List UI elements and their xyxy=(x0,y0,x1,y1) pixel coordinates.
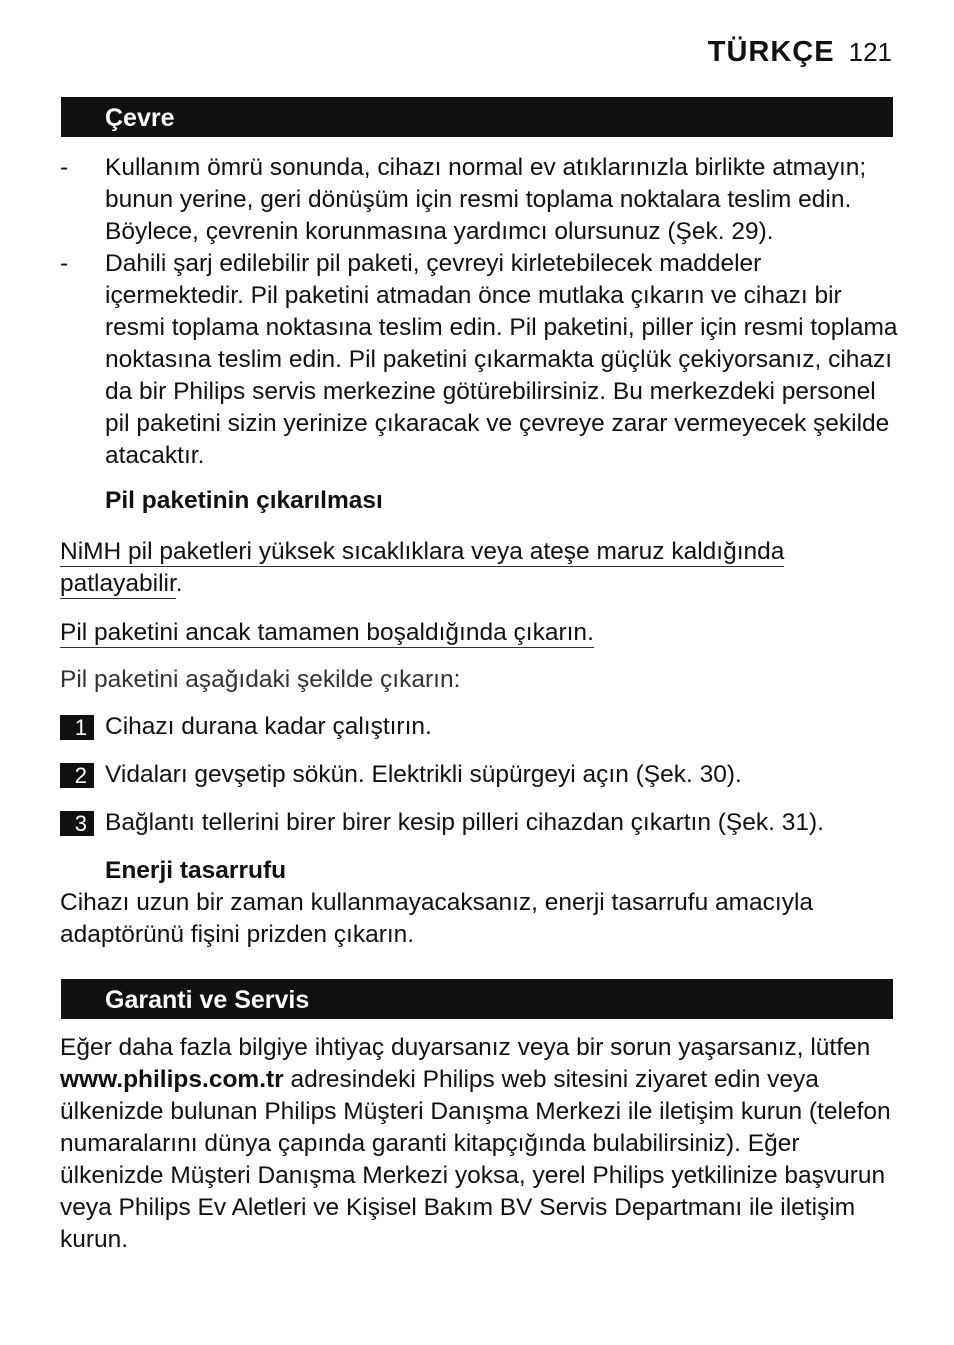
step-number: 2 xyxy=(60,763,94,788)
step-2 xyxy=(60,761,742,789)
warranty-body xyxy=(60,1064,898,1256)
warning-line-1: NiMH pil paketleri yüksek sıcaklıklara veya ateşe maruz kaldığında xyxy=(60,538,785,565)
step-1 xyxy=(60,713,432,741)
section-header-environment: Çevre xyxy=(61,97,893,137)
step-text: Vidaları gevşetip sökün. Elektrikli süpürgeyi açın (Şek. 30). xyxy=(105,761,742,788)
warning-discharge: Pil paketini ancak tamamen boşaldığında çıkarın. xyxy=(60,619,594,646)
environment-bullets xyxy=(60,152,900,472)
subheading-battery-removal: Pil paketinin çıkarılması xyxy=(105,487,383,514)
language-title: TÜRKÇE xyxy=(707,36,835,68)
warning-line-2: patlayabilir xyxy=(60,570,176,597)
step-number: 1 xyxy=(60,715,94,740)
section-header-warranty: Garanti ve Servis xyxy=(61,979,893,1019)
energy-paragraph xyxy=(60,887,900,951)
bullet-dash: - xyxy=(60,154,69,181)
page-number: 121 xyxy=(848,37,892,67)
step-3 xyxy=(60,809,824,837)
bullet-item xyxy=(60,152,900,248)
step-text: Bağlantı tellerini birer birer kesip pilleri cihazdan çıkartın (Şek. 31). xyxy=(105,809,824,836)
energy-line-1: Cihazı uzun bir zaman kullanmayacaksanız, enerji tasarrufu amacıyla xyxy=(60,889,814,916)
removal-intro: Pil paketini aşağıdaki şekilde çıkarın: xyxy=(60,666,461,693)
step-number: 3 xyxy=(60,811,94,836)
energy-line-2: adaptörünü fişini prizden çıkarın. xyxy=(60,921,415,948)
philips-website-link[interactable]: www.philips.com.tr xyxy=(60,1066,284,1093)
step-text: Cihazı durana kadar çalıştırın. xyxy=(105,713,432,740)
warranty-paragraph xyxy=(60,1032,898,1256)
bullet-text: Kullanım ömrü sonunda, cihazı normal ev atıklarınızla birlikte atmayın; bunun yerine, geri dönüşüm için resmi toplama noktalara teslim edin. Böylece, çevrenin korunmasına yardımcı olursunuz (Şek. 29). xyxy=(105,154,867,245)
bullet-text: Dahili şarj edilebilir pil paketi, çevreyi kirletebilecek maddeler içermektedir. Pil paketini atmadan önce mutlaka çıkarın ve cihazı bir resmi toplama noktasına teslim edin. Pil paketini, piller için resmi toplama noktasına teslim edin. Pil paketini çıkarmakta güçlük çekiyorsanız, cihazı da bir Philips servis merkezine götürebilirsiniz. Bu merkezdeki personel pil paketini sizin yerinize çıkaracak ve çevreye zarar vermeyecek şekilde atacaktır. xyxy=(105,250,898,469)
warranty-first-line: Eğer daha fazla bilgiye ihtiyaç duyarsanız veya bir sorun yaşarsanız, lütfen xyxy=(60,1034,871,1061)
warning-explosion: NiMH pil paketleri yüksek sıcaklıklara veya ateşe maruz kaldığında patlayabilir. xyxy=(60,538,785,597)
warning-text: Pil paketini ancak tamamen boşaldığında çıkarın xyxy=(60,619,588,646)
page-header xyxy=(708,36,892,69)
bullet-dash: - xyxy=(60,250,69,277)
warranty-rest-text: adresindeki Philips web sitesini ziyaret edin veya ülkenizde bulunan Philips Müşteri Danışma Merkezi ile iletişim kurun (telefon numaralarını dünya çapında garanti kitapçığında bulabilirsiniz). Eğer ülkenizde Müşteri Danışma Merkezi yoksa, yerel Philips yetkilinize başvurun veya Philips Ev Aletleri ve Kişisel Bakım BV Servis Departmanı ile iletişim kurun. xyxy=(60,1066,891,1253)
bullet-item xyxy=(60,248,900,472)
subheading-energy: Enerji tasarrufu xyxy=(105,857,287,884)
